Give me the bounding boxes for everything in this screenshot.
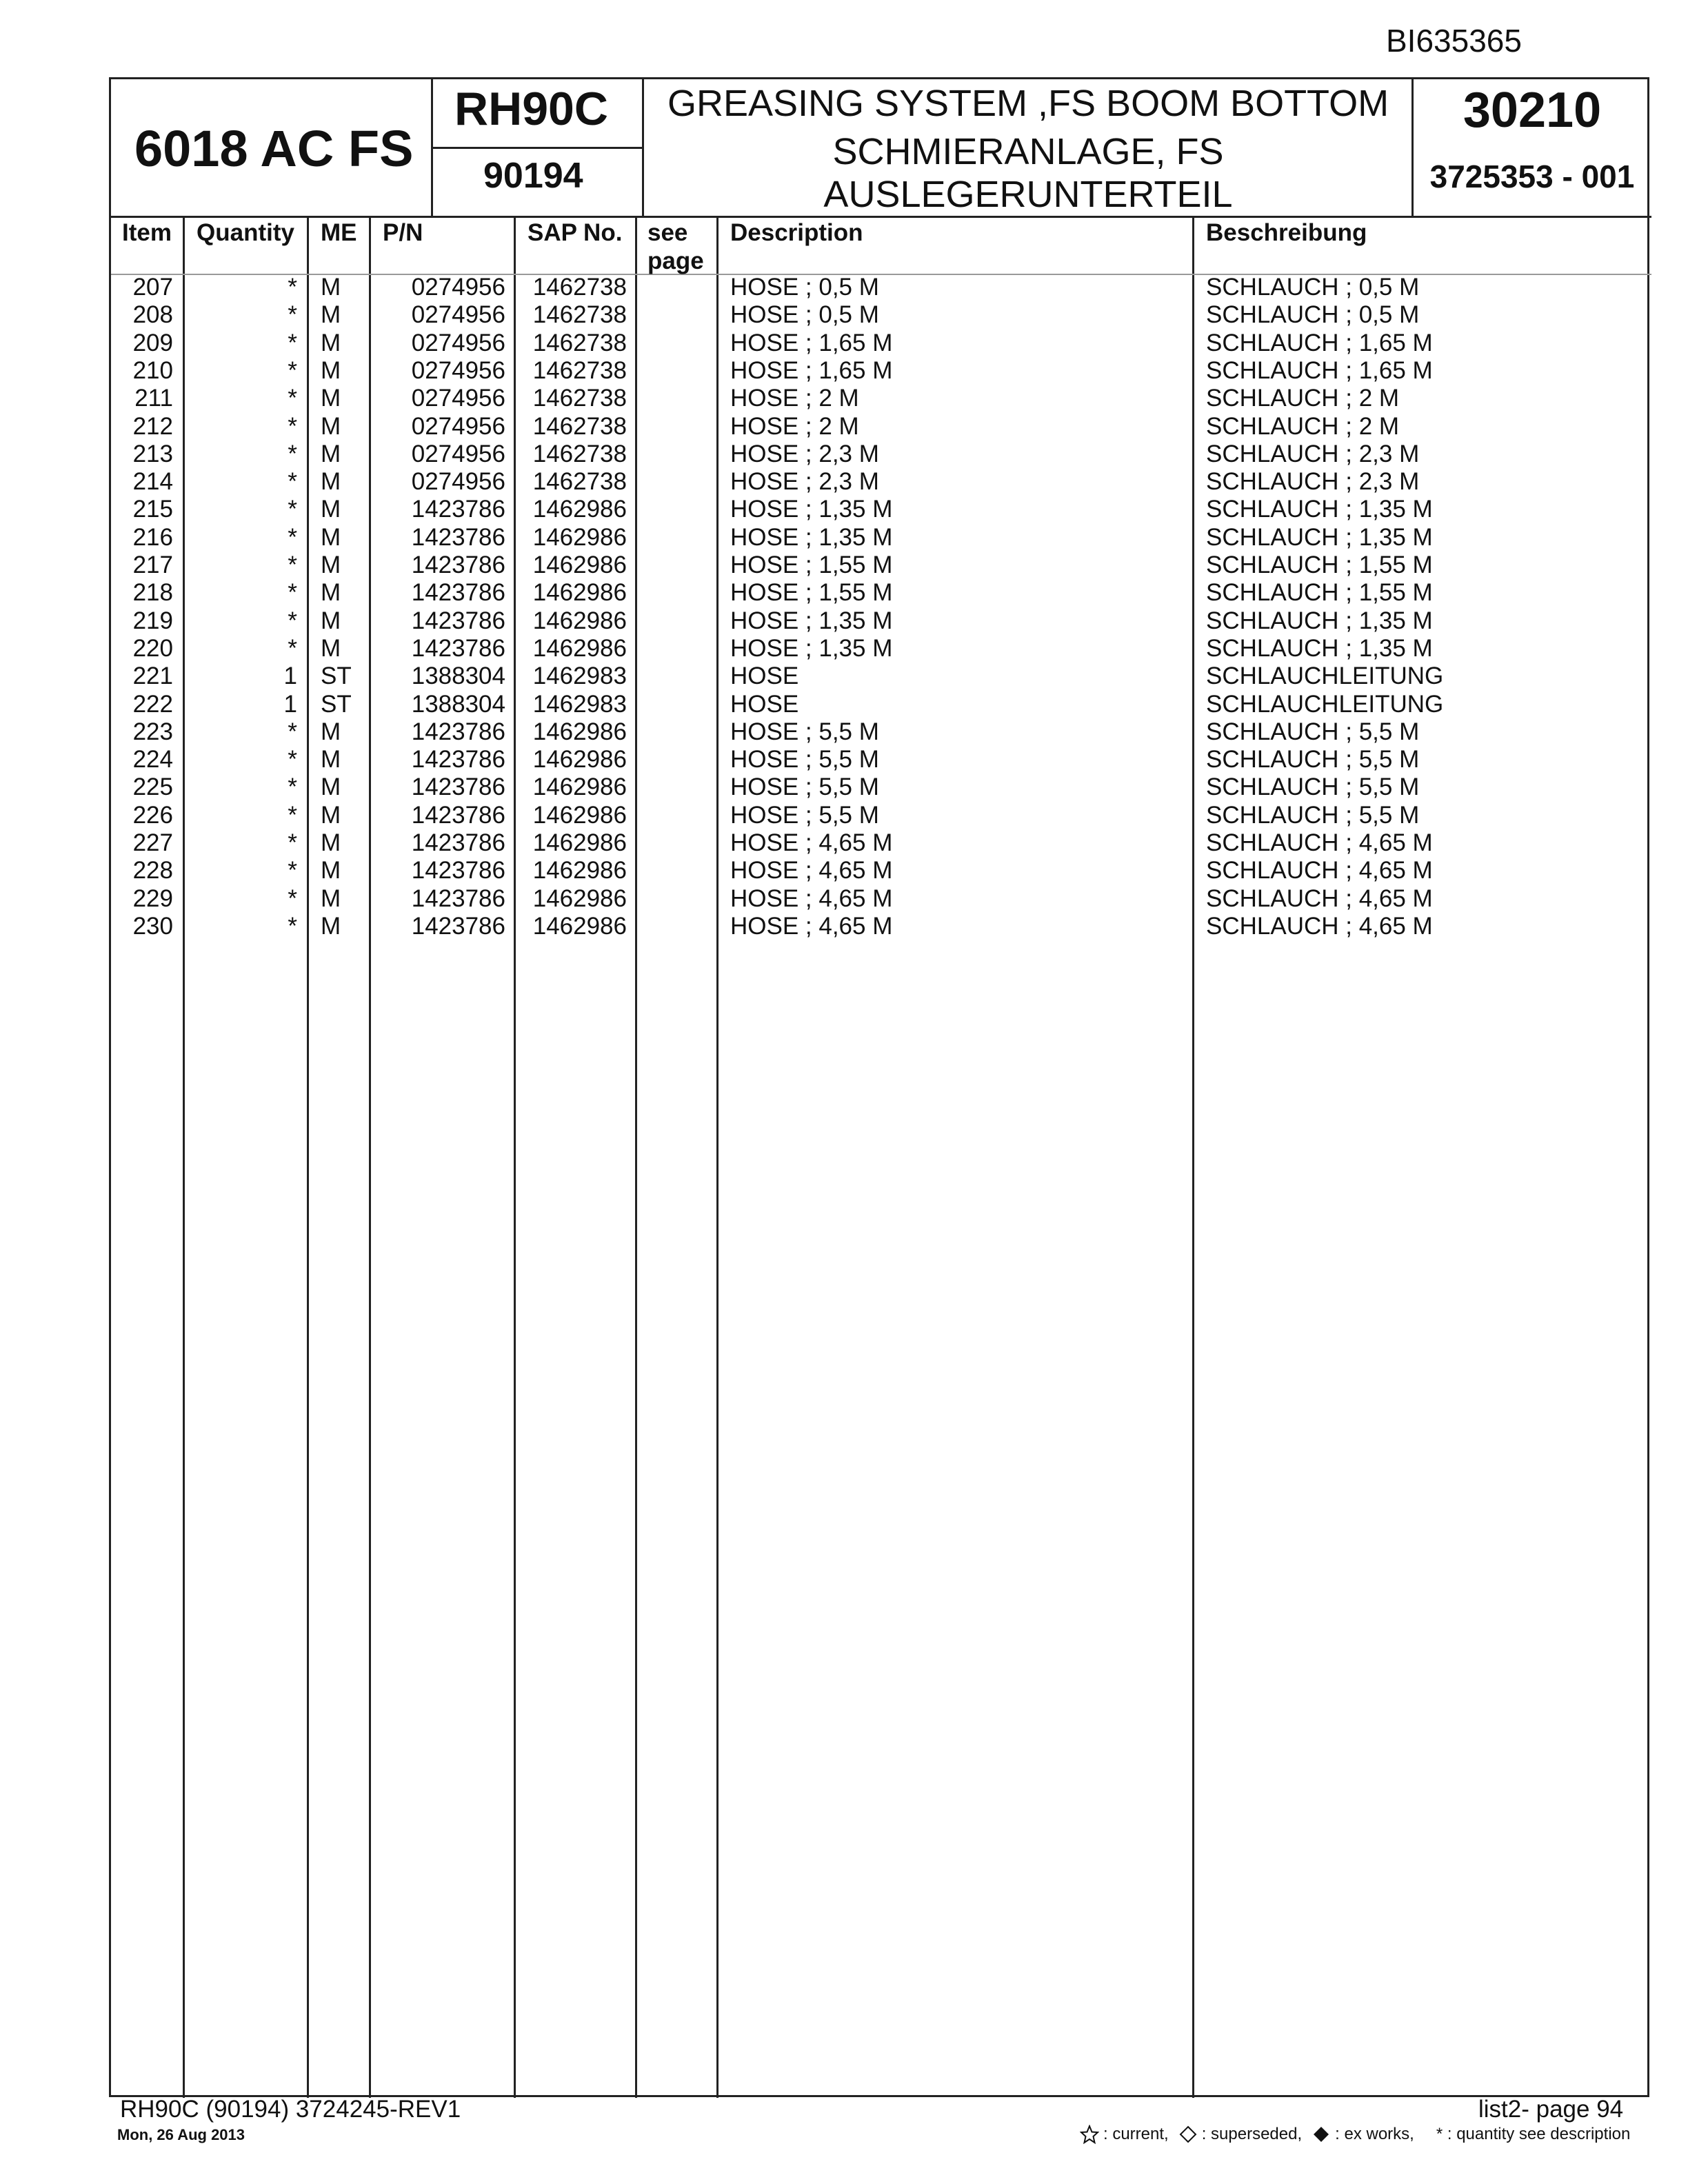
cell-me: M [321, 884, 341, 912]
cell-pn: 1423786 [411, 496, 505, 523]
cell-item: 217 [132, 552, 173, 578]
cell-me: M [321, 523, 341, 551]
footer-date: Mon, 26 Aug 2013 [117, 2126, 245, 2143]
cell-desc: HOSE [730, 663, 799, 690]
cell-besch: SCHLAUCH ; 2,3 M [1206, 468, 1420, 496]
cell-qty: * [288, 356, 297, 384]
cell-me: M [321, 329, 341, 356]
cell-qty: * [288, 440, 297, 467]
cell-item: 222 [132, 690, 173, 718]
footer-doc-ref: RH90C (90194) 3724245-REV1 [120, 2096, 461, 2123]
cell-besch: SCHLAUCH ; 5,5 M [1206, 801, 1420, 829]
cell-besch: SCHLAUCH ; 1,65 M [1206, 356, 1433, 384]
cell-qty: 1 [283, 663, 297, 690]
cell-sap: 1462986 [532, 746, 627, 774]
cell-desc: HOSE ; 0,5 M [730, 301, 879, 329]
cell-sap: 1462738 [532, 385, 627, 412]
cell-pn: 1423786 [411, 829, 505, 856]
cell-desc: HOSE ; 5,5 M [730, 774, 879, 801]
cell-desc: HOSE ; 1,55 M [730, 552, 893, 578]
cell-me: M [321, 746, 341, 774]
cell-qty: * [288, 829, 297, 856]
cell-sap: 1462986 [532, 607, 627, 634]
cell-pn: 0274956 [411, 301, 505, 329]
cell-qty: * [288, 579, 297, 607]
header-divider [642, 79, 644, 217]
cell-me: M [321, 801, 341, 829]
cell-item: 230 [132, 912, 173, 940]
cell-sap: 1462738 [532, 301, 627, 329]
cell-sap: 1462986 [532, 884, 627, 912]
header-divider [431, 147, 642, 149]
cell-item: 228 [132, 857, 173, 884]
cell-desc: HOSE ; 1,65 M [730, 329, 893, 356]
cell-item: 229 [132, 884, 173, 912]
cell-sap: 1462986 [532, 774, 627, 801]
cell-me: M [321, 857, 341, 884]
cell-pn: 1423786 [411, 552, 505, 578]
cell-sap: 1462986 [532, 857, 627, 884]
cell-besch: SCHLAUCH ; 1,35 M [1206, 634, 1433, 662]
cell-besch: SCHLAUCH ; 0,5 M [1206, 274, 1420, 301]
cell-qty: * [288, 385, 297, 412]
cell-me: M [321, 774, 341, 801]
cell-qty: * [288, 801, 297, 829]
legend-superseded: : superseded, [1201, 2125, 1303, 2143]
cell-pn: 1388304 [411, 663, 505, 690]
document-number: 3725353 - 001 [1429, 159, 1635, 194]
cell-sap: 1462986 [532, 634, 627, 662]
col-pn: P/N [383, 219, 423, 246]
cell-qty: * [288, 468, 297, 496]
cell-sap: 1462986 [532, 552, 627, 578]
cell-sap: 1462738 [532, 468, 627, 496]
cell-sap: 1462986 [532, 523, 627, 551]
cell-pn: 1423786 [411, 774, 505, 801]
cell-me: M [321, 385, 341, 412]
col-beschreibung: Beschreibung [1206, 219, 1367, 246]
cell-qty: * [288, 412, 297, 440]
cell-pn: 1423786 [411, 718, 505, 745]
diamond-filled-icon [1312, 2125, 1331, 2144]
cell-item: 219 [132, 607, 173, 634]
cell-sap: 1462986 [532, 912, 627, 940]
cell-qty: * [288, 912, 297, 940]
cell-besch: SCHLAUCH ; 4,65 M [1206, 884, 1433, 912]
cell-me: M [321, 607, 341, 634]
cell-desc: HOSE ; 4,65 M [730, 884, 893, 912]
cell-pn: 1423786 [411, 579, 505, 607]
cell-besch: SCHLAUCH ; 5,5 M [1206, 746, 1420, 774]
cell-besch: SCHLAUCHLEITUNG [1206, 663, 1444, 690]
cell-sap: 1462983 [532, 663, 627, 690]
cell-besch: SCHLAUCH ; 1,35 M [1206, 523, 1433, 551]
cell-item: 223 [132, 718, 173, 745]
cell-me: M [321, 579, 341, 607]
cell-qty: * [288, 523, 297, 551]
cell-desc: HOSE ; 1,55 M [730, 579, 893, 607]
cell-item: 224 [132, 746, 173, 774]
cell-me: M [321, 440, 341, 467]
cell-desc: HOSE [730, 690, 799, 718]
cell-sap: 1462986 [532, 718, 627, 745]
cell-qty: * [288, 329, 297, 356]
model-name: RH90C [454, 83, 608, 135]
column-divider [1192, 216, 1194, 2098]
cell-besch: SCHLAUCH ; 1,55 M [1206, 579, 1433, 607]
cell-item: 211 [134, 385, 173, 412]
column-divider [307, 216, 309, 2098]
cell-pn: 1423786 [411, 607, 505, 634]
cell-me: ST [321, 690, 352, 718]
cell-item: 207 [132, 274, 173, 301]
cell-desc: HOSE ; 5,5 M [730, 801, 879, 829]
cell-besch: SCHLAUCH ; 1,65 M [1206, 329, 1433, 356]
legend-current: : current, [1103, 2125, 1169, 2143]
cell-pn: 1423786 [411, 857, 505, 884]
cell-besch: SCHLAUCH ; 2 M [1206, 385, 1400, 412]
cell-sap: 1462986 [532, 579, 627, 607]
cell-pn: 0274956 [411, 440, 505, 467]
cell-qty: * [288, 274, 297, 301]
cell-pn: 0274956 [411, 329, 505, 356]
cell-pn: 0274956 [411, 412, 505, 440]
cell-me: M [321, 552, 341, 578]
cell-item: 218 [132, 579, 173, 607]
cell-me: M [321, 912, 341, 940]
cell-desc: HOSE ; 2 M [730, 412, 859, 440]
diamond-outline-icon [1178, 2125, 1198, 2144]
cell-me: M [321, 496, 341, 523]
cell-besch: SCHLAUCH ; 2,3 M [1206, 440, 1420, 467]
footer-page-number: list2- page 94 [1478, 2096, 1624, 2123]
model-code: 6018 AC FS [134, 120, 414, 177]
cell-desc: HOSE ; 0,5 M [730, 274, 879, 301]
cell-pn: 0274956 [411, 468, 505, 496]
cell-besch: SCHLAUCHLEITUNG [1206, 690, 1444, 718]
cell-qty: 1 [283, 690, 297, 718]
cell-me: M [321, 468, 341, 496]
cell-me: M [321, 301, 341, 329]
cell-desc: HOSE ; 1,35 M [730, 607, 893, 634]
cell-besch: SCHLAUCH ; 5,5 M [1206, 718, 1420, 745]
cell-sap: 1462738 [532, 356, 627, 384]
cell-desc: HOSE ; 5,5 M [730, 718, 879, 745]
cell-besch: SCHLAUCH ; 2 M [1206, 412, 1400, 440]
col-see-page: see [647, 219, 688, 246]
group-number: 30210 [1463, 83, 1602, 138]
cell-besch: SCHLAUCH ; 1,35 M [1206, 496, 1433, 523]
col-quantity: Quantity [197, 219, 294, 246]
cell-sap: 1462983 [532, 690, 627, 718]
title-english: GREASING SYSTEM ,FS BOOM BOTTOM [667, 83, 1389, 124]
cell-pn: 1423786 [411, 746, 505, 774]
cell-sap: 1462738 [532, 274, 627, 301]
column-divider [716, 216, 719, 2098]
parts-list-frame [109, 77, 1649, 2097]
cell-qty: * [288, 857, 297, 884]
cell-me: ST [321, 663, 352, 690]
document-id: BI635365 [1386, 23, 1522, 59]
cell-qty: * [288, 746, 297, 774]
cell-besch: SCHLAUCH ; 1,55 M [1206, 552, 1433, 578]
cell-item: 226 [132, 801, 173, 829]
col-description: Description [730, 219, 863, 246]
cell-qty: * [288, 774, 297, 801]
cell-desc: HOSE ; 4,65 M [730, 829, 893, 856]
cell-sap: 1462738 [532, 329, 627, 356]
cell-item: 225 [132, 774, 173, 801]
cell-sap: 1462738 [532, 440, 627, 467]
cell-desc: HOSE ; 5,5 M [730, 746, 879, 774]
cell-item: 220 [132, 634, 173, 662]
cell-sap: 1462738 [532, 412, 627, 440]
cell-qty: * [288, 718, 297, 745]
cell-item: 227 [132, 829, 173, 856]
title-german-2: AUSLEGERUNTERTEIL [823, 174, 1233, 215]
cell-qty: * [288, 607, 297, 634]
cell-item: 221 [132, 663, 173, 690]
cell-desc: HOSE ; 1,35 M [730, 634, 893, 662]
star-outline-icon [1080, 2125, 1099, 2144]
model-number: 90194 [483, 156, 583, 196]
cell-pn: 0274956 [411, 356, 505, 384]
cell-qty: * [288, 634, 297, 662]
cell-pn: 1423786 [411, 801, 505, 829]
cell-me: M [321, 718, 341, 745]
cell-item: 212 [132, 412, 173, 440]
cell-pn: 1423786 [411, 884, 505, 912]
cell-qty: * [288, 496, 297, 523]
cell-desc: HOSE ; 1,35 M [730, 496, 893, 523]
cell-desc: HOSE ; 1,35 M [730, 523, 893, 551]
cell-pn: 0274956 [411, 385, 505, 412]
cell-desc: HOSE ; 2,3 M [730, 440, 879, 467]
cell-besch: SCHLAUCH ; 0,5 M [1206, 301, 1420, 329]
column-header-rule [111, 274, 1651, 275]
col-item: Item [122, 219, 172, 246]
title-german-1: SCHMIERANLAGE, FS [832, 131, 1224, 172]
cell-me: M [321, 634, 341, 662]
cell-desc: HOSE ; 2,3 M [730, 468, 879, 496]
cell-qty: * [288, 301, 297, 329]
cell-item: 216 [132, 523, 173, 551]
cell-pn: 1423786 [411, 523, 505, 551]
legend-ex-works: : ex works, [1335, 2125, 1414, 2143]
header-bottom-rule [111, 216, 1651, 218]
cell-item: 215 [132, 496, 173, 523]
cell-besch: SCHLAUCH ; 4,65 M [1206, 857, 1433, 884]
cell-pn: 1423786 [411, 912, 505, 940]
column-divider [635, 216, 637, 2098]
col-see-page: page [647, 247, 704, 274]
cell-besch: SCHLAUCH ; 5,5 M [1206, 774, 1420, 801]
cell-desc: HOSE ; 4,65 M [730, 912, 893, 940]
legend-quantity: * : quantity see description [1436, 2125, 1631, 2143]
cell-item: 213 [132, 440, 173, 467]
cell-item: 209 [132, 329, 173, 356]
col-me: ME [321, 219, 357, 246]
col-sap: SAP No. [528, 219, 623, 246]
cell-item: 210 [132, 356, 173, 384]
cell-item: 208 [132, 301, 173, 329]
cell-besch: SCHLAUCH ; 1,35 M [1206, 607, 1433, 634]
cell-qty: * [288, 552, 297, 578]
cell-me: M [321, 356, 341, 384]
cell-me: M [321, 412, 341, 440]
cell-pn: 0274956 [411, 274, 505, 301]
cell-qty: * [288, 884, 297, 912]
cell-me: M [321, 829, 341, 856]
cell-sap: 1462986 [532, 496, 627, 523]
cell-desc: HOSE ; 2 M [730, 385, 859, 412]
cell-sap: 1462986 [532, 829, 627, 856]
cell-item: 214 [132, 468, 173, 496]
cell-besch: SCHLAUCH ; 4,65 M [1206, 829, 1433, 856]
cell-desc: HOSE ; 4,65 M [730, 857, 893, 884]
cell-desc: HOSE ; 1,65 M [730, 356, 893, 384]
cell-pn: 1388304 [411, 690, 505, 718]
cell-pn: 1423786 [411, 634, 505, 662]
cell-me: M [321, 274, 341, 301]
cell-sap: 1462986 [532, 801, 627, 829]
cell-besch: SCHLAUCH ; 4,65 M [1206, 912, 1433, 940]
legend [1080, 2125, 1630, 2144]
